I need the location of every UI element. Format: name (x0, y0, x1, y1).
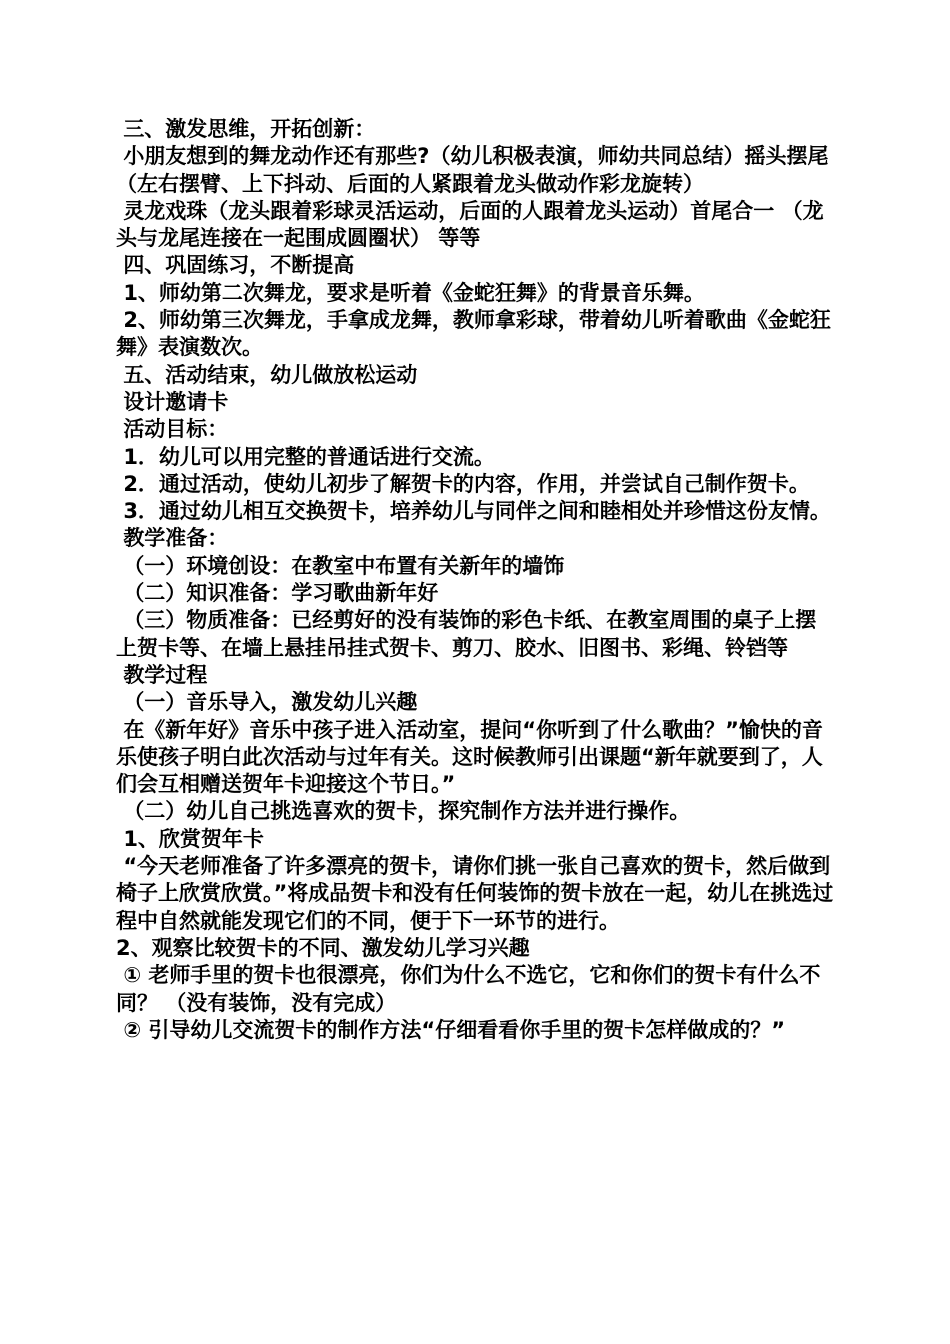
preparation-item-1: （一）环境创设：在教室中布置有关新年的墙饰 (116, 553, 565, 578)
preparation-item-2: （二）知识准备：学习歌曲新年好 (116, 581, 439, 606)
preparation-heading: 教学准备： (116, 526, 229, 551)
process-step-1-text: 在《新年好》音乐中孩子进入活动室，提问“你听到了什么歌曲？”愉快的音乐使孩子明白此次活动与过年有关。这时候教师引出课题“新年就要到了，人们会互相赠送贺年卡迎接这个节日。” (116, 717, 823, 797)
document-body (116, 116, 836, 1044)
process-heading: 教学过程 (116, 662, 208, 687)
list-item-practice-2: 2、师幼第三次舞龙，手拿成龙舞，教师拿彩球，带着幼儿听着歌曲《金蛇狂舞》表演数次。 (116, 308, 831, 360)
list-item-practice-1: 1、师幼第二次舞龙，要求是听着《金蛇狂舞》的背景音乐舞。 (116, 280, 705, 305)
section-heading-4: 四、巩固练习，不断提高 (116, 253, 355, 278)
question-item-1: ① 老师手里的贺卡也很漂亮，你们为什么不选它，它和你们的贺卡有什么不同？ （没有装饰，没有完成） (116, 963, 821, 1015)
section-heading-3: 三、激发思维，开拓创新： (116, 117, 376, 141)
goals-heading: 活动目标： (116, 417, 229, 442)
section-heading-5: 五、活动结束，幼儿做放松运动 (116, 362, 418, 387)
sub-step-1-heading: 1、欣赏贺年卡 (116, 826, 264, 851)
lesson-title: 设计邀请卡 (116, 389, 229, 414)
paragraph-dragon-moves: 小朋友想到的舞龙动作还有那些?（幼儿积极表演，师幼共同总结）摇头摆尾 （左右摆臂、上下抖动、后面的人紧跟着龙头做动作彩龙旋转） (116, 144, 836, 196)
preparation-item-3: （三）物质准备：已经剪好的没有装饰的彩色卡纸、在教室周围的桌子上摆上贺卡等、在墙上悬挂吊挂式贺卡、剪刀、胶水、旧图书、彩绳、铃铛等 (116, 608, 817, 660)
sub-step-1-text: “今天老师准备了许多漂亮的贺卡，请你们挑一张自己喜欢的贺卡，然后做到椅子上欣赏欣赏。”将成品贺卡和没有任何装饰的贺卡放在一起，幼儿在挑选过程中自然就能发现它们的不同，便于下一环节的进行。 (116, 854, 834, 933)
question-item-2: ② 引导幼儿交流贺卡的制作方法“仔细看看你手里的贺卡怎样做成的？” (116, 1017, 786, 1042)
goal-item-2: 2．通过活动，使幼儿初步了解贺卡的内容，作用，并尝试自己制作贺卡。 (116, 471, 810, 496)
process-step-1-heading: （一）音乐导入，激发幼儿兴趣 (116, 690, 418, 715)
paragraph-dragon-pearl: 灵龙戏珠（龙头跟着彩球灵活运动，后面的人跟着龙头运动）首尾合一 （龙头与龙尾连接在一起围成圆圈状） 等等 (116, 198, 824, 251)
goal-item-1: 1．幼儿可以用完整的普通话进行交流。 (116, 444, 495, 469)
process-step-2-heading: （二）幼儿自己挑选喜欢的贺卡，探究制作方法并进行操作。 (116, 799, 691, 824)
sub-step-2-heading: 2、观察比较贺卡的不同、激发幼儿学习兴趣 (116, 935, 530, 960)
goal-item-3: 3．通过幼儿相互交换贺卡，培养幼儿与同伴之间和睦相处并珍惜这份友情。 (116, 499, 831, 524)
